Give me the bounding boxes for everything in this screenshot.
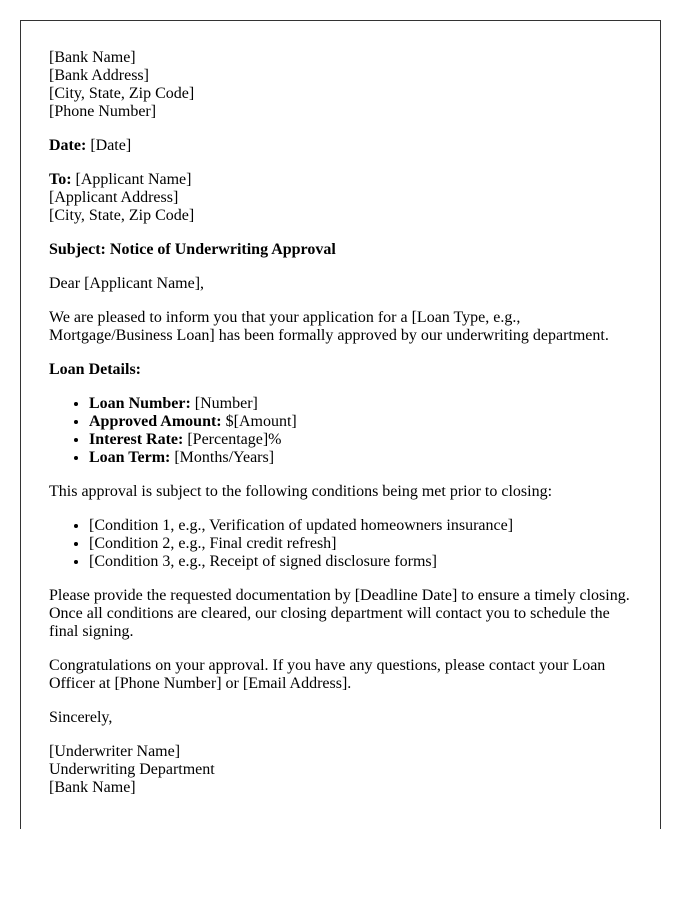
sender-phone: [Phone Number]: [49, 103, 157, 120]
loan-detail-label: Approved Amount:: [89, 413, 222, 430]
sender-block: [49, 49, 632, 121]
sender-city-state-zip: [City, State, Zip Code]: [49, 85, 195, 102]
loan-detail-item: [89, 449, 632, 467]
salutation: Dear [Applicant Name],: [49, 275, 205, 292]
condition-item: • [Condition 1, e.g., Verification of updated homeowners insurance]: [89, 517, 632, 535]
loan-detail-item: [89, 395, 632, 413]
documentation-paragraph: Please provide the requested documentation by [Deadline Date] to ensure a timely closing. Once all conditions are cleared, our closing department will contact you to schedule the final signing.: [49, 587, 630, 640]
signature-name: [Underwriter Name]: [49, 743, 181, 760]
recipient-label: To:: [49, 171, 72, 188]
signature-block: [49, 743, 632, 797]
loan-detail-value: [Months/Years]: [174, 449, 275, 466]
recipient-block: [49, 171, 632, 225]
loan-detail-value: $[Amount]: [225, 413, 297, 430]
loan-details-list: [49, 395, 632, 467]
loan-detail-value: [Percentage]%: [187, 431, 282, 448]
date-label: Date:: [49, 137, 87, 154]
condition-item: • [Condition 3, e.g., Receipt of signed disclosure forms]: [89, 553, 632, 571]
loan-details-heading: Loan Details:: [49, 361, 141, 378]
signature-bank: [Bank Name]: [49, 779, 136, 796]
sender-bank-name: [Bank Name]: [49, 49, 136, 66]
loan-detail-label: Interest Rate:: [89, 431, 184, 448]
condition-item: • [Condition 2, e.g., Final credit refresh]: [89, 535, 632, 553]
conditions-list: [49, 517, 632, 571]
date-value: [Date]: [90, 137, 132, 154]
recipient-name: [Applicant Name]: [75, 171, 192, 188]
approval-letter: [20, 20, 661, 829]
sender-bank-address: [Bank Address]: [49, 67, 149, 84]
loan-detail-label: Loan Number:: [89, 395, 191, 412]
loan-detail-item: [89, 413, 632, 431]
loan-detail-value: [Number]: [194, 395, 258, 412]
closing-paragraph: Congratulations on your approval. If you have any questions, please contact your Loan Officer at [Phone Number] or [Email Address].: [49, 657, 606, 692]
subject-line: Subject: Notice of Underwriting Approval: [49, 241, 336, 258]
loan-detail-item: [89, 431, 632, 449]
conditions-intro: This approval is subject to the following conditions being met prior to closing:: [49, 483, 553, 500]
loan-detail-label: Loan Term:: [89, 449, 171, 466]
recipient-city-state-zip: [City, State, Zip Code]: [49, 207, 195, 224]
recipient-address: [Applicant Address]: [49, 189, 179, 206]
signature-department: Underwriting Department: [49, 761, 215, 778]
date-line: [49, 137, 632, 155]
sign-off: Sincerely,: [49, 709, 113, 726]
intro-paragraph: We are pleased to inform you that your application for a [Loan Type, e.g., Mortgage/Business Loan] has been formally approved by our underwriting department.: [49, 309, 609, 344]
